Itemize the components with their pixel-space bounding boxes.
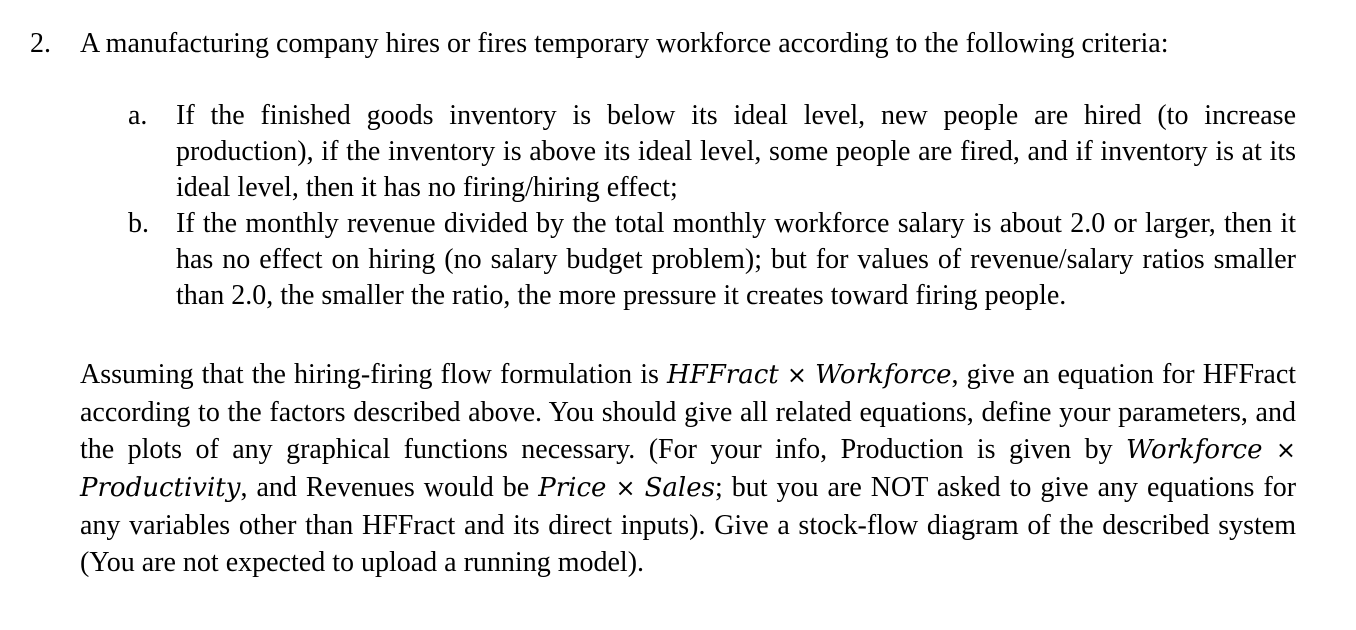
criterion-b: [128, 206, 1296, 314]
closing-text-part3: , and Revenues would be: [240, 472, 539, 503]
times-symbol: ×: [615, 474, 636, 502]
question-number: 2.: [30, 28, 51, 59]
criterion-marker-a: a.: [128, 100, 148, 131]
criterion-text-b: If the monthly revenue divided by the total monthly workforce salary is about 2.0 or larger, then it has no effect on hiring (no salary budget problem); but for values of revenue/salary ratios smaller than 2.0, the smaller the ratio, the more pressure it creates toward firing people.: [176, 208, 1296, 311]
formula-sales: Sales: [644, 473, 715, 503]
closing-text-part1: Assuming that the hiring-firing flow formulation is: [80, 359, 668, 390]
criterion-a: [128, 98, 1296, 206]
question-intro: A manufacturing company hires or fires temporary workforce according to the following criteria:: [80, 28, 1169, 59]
formula-price: Price: [538, 473, 607, 503]
closing-text-part4: ; but you are NOT asked to give any equations for any variables other than HFFract and its direct inputs). Give a stock-flow diagram of the described system (You are not expected to upload a running model).: [80, 472, 1297, 578]
closing-text-part2: , give an equation for HFFract according to the factors described above. You should give all related equations, define your parameters, and the plots of any graphical functions necessary. (For your info, Production is given by: [80, 359, 1297, 465]
times-symbol: ×: [786, 361, 807, 389]
times-symbol: ×: [1275, 436, 1296, 464]
formula-hffract: HFFract: [667, 360, 779, 390]
formula-productivity: Productivity: [80, 473, 241, 503]
criterion-text-a: If the finished goods inventory is below its ideal level, new people are hired (to increase production), if the inventory is above its ideal level, some people are fired, and if inventory is at its ideal level, then it has no firing/hiring effect;: [176, 100, 1296, 203]
formula-workforce: Workforce: [815, 360, 952, 390]
criterion-marker-b: b.: [128, 208, 149, 239]
formula-workforce-2: Workforce: [1126, 435, 1263, 465]
question-closing-paragraph: [80, 356, 1296, 581]
